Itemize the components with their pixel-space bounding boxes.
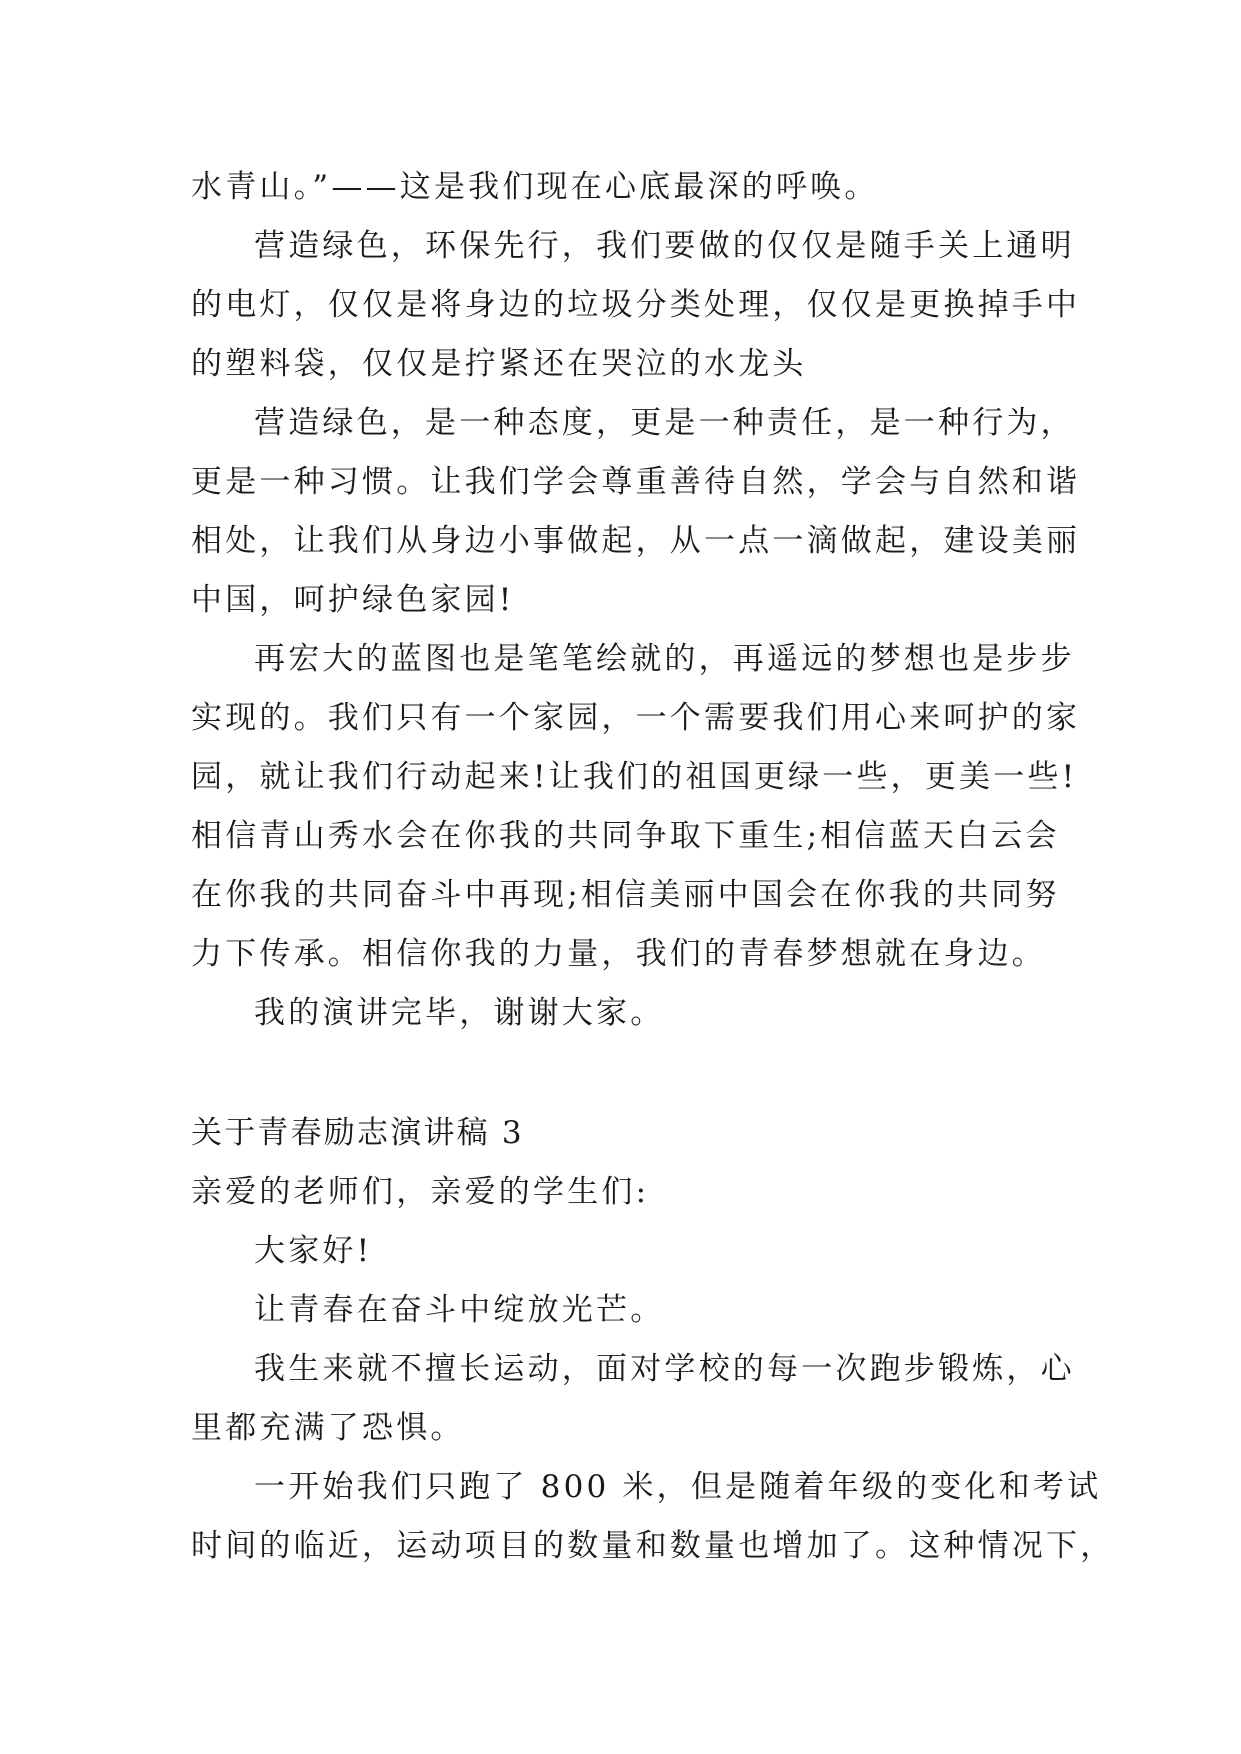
paragraph-dream — [191, 630, 1081, 984]
text-line: 再宏大的蓝图也是笔笔绘就的，再遥远的梦想也是步步 — [254, 641, 1075, 677]
paragraph-800m — [191, 1458, 1115, 1576]
theme-line: 让青春在奋斗中绽放光芒。 — [254, 1292, 665, 1328]
document-page — [191, 158, 1115, 1576]
text-line: 一开始我们只跑了 800 米，但是随着年级的变化和考试 — [254, 1469, 1102, 1505]
paragraph-sport — [191, 1340, 1075, 1458]
text-line: 水青山。”——这是我们现在心底最深的呼唤。 — [191, 169, 879, 205]
section-spacer — [191, 1043, 1053, 1104]
text-line: 实现的。我们只有一个家园，一个需要我们用心来呵护的家 — [191, 700, 1081, 736]
text-line: 营造绿色，环保先行，我们要做的仅仅是随手关上通明 — [254, 228, 1075, 264]
text-line: 园，就让我们行动起来!让我们的祖国更绿一些，更美一些! — [191, 759, 1078, 795]
greeting: 大家好! — [254, 1233, 373, 1269]
closing-line: 我的演讲完毕，谢谢大家。 — [254, 995, 665, 1031]
text-line: 时间的临近，运动项目的数量和数量也增加了。这种情况下， — [191, 1528, 1115, 1564]
section-title: 关于青春励志演讲稿 3 — [191, 1115, 524, 1151]
text-line: 相处，让我们从身边小事做起，从一点一滴做起，建设美丽 — [191, 523, 1081, 559]
text-line: 营造绿色，是一种态度，更是一种责任，是一种行为， — [254, 405, 1075, 441]
text-line: 在你我的共同奋斗中再现;相信美丽中国会在你我的共同努 — [191, 877, 1060, 913]
text-line: 中国，呵护绿色家园! — [191, 582, 515, 618]
text-line: 的电灯，仅仅是将身边的垃圾分类处理，仅仅是更换掉手中 — [191, 287, 1081, 323]
salutation: 亲爱的老师们，亲爱的学生们: — [191, 1174, 650, 1210]
text-line: 力下传承。相信你我的力量，我们的青春梦想就在身边。 — [191, 936, 1046, 972]
text-line: 我生来就不擅长运动，面对学校的每一次跑步锻炼，心 — [254, 1351, 1075, 1387]
paragraph-green-attitude — [191, 394, 1081, 630]
paragraph-green-action — [191, 217, 1081, 394]
text-line: 更是一种习惯。让我们学会尊重善待自然，学会与自然和谐 — [191, 464, 1081, 500]
text-line: 的塑料袋，仅仅是拧紧还在哭泣的水龙头 — [191, 346, 807, 382]
text-line: 里都充满了恐惧。 — [191, 1410, 465, 1446]
text-line: 相信青山秀水会在你我的共同争取下重生;相信蓝天白云会 — [191, 818, 1060, 854]
